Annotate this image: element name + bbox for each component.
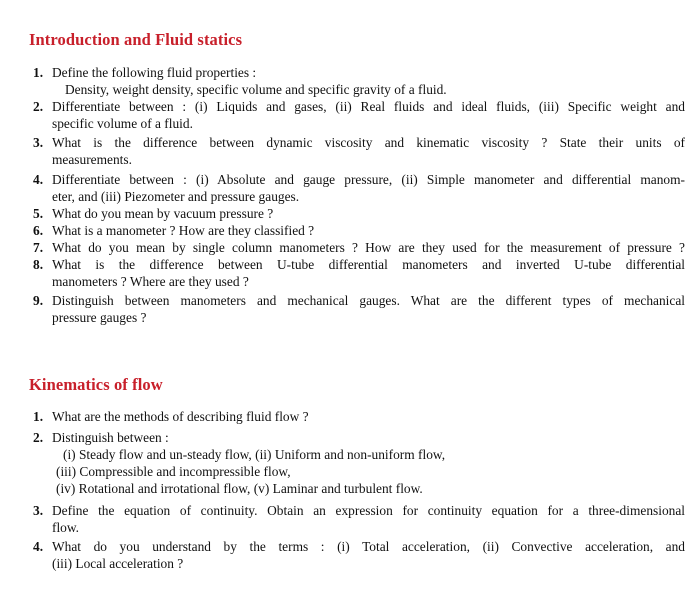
question-line: What do you understand by the terms : (i) Total acceleration, (ii) Convective acceleration, and bbox=[52, 539, 685, 554]
question-line: Define the following fluid properties : bbox=[52, 65, 257, 80]
question-number: 6. bbox=[33, 223, 44, 238]
question-number: 1. bbox=[33, 409, 44, 424]
question-line: What is the difference between U-tube differential manometers and inverted U-tube differential bbox=[52, 257, 685, 272]
question-subline: (iv) Rotational and irrotational flow, (v) Laminar and turbulent flow. bbox=[56, 481, 423, 496]
question-line: What do you mean by single column manometers ? How are they used for the measurement of pressure ? bbox=[52, 240, 685, 255]
section-title-fluid-statics: Introduction and Fluid statics bbox=[29, 30, 243, 49]
question-number: 2. bbox=[33, 99, 44, 114]
question-subline: (iii) Compressible and incompressible flow, bbox=[56, 464, 291, 479]
question-line: Define the equation of continuity. Obtain an expression for continuity equation for a three-dimensional bbox=[52, 503, 685, 518]
question-line: Differentiate between : (i) Absolute and gauge pressure, (ii) Simple manometer and differential manom- bbox=[52, 172, 685, 187]
question-number: 1. bbox=[33, 65, 44, 80]
question-line: measurements. bbox=[52, 152, 132, 167]
question-number: 9. bbox=[33, 293, 44, 308]
question-number: 5. bbox=[33, 206, 44, 221]
question-line: Differentiate between : (i) Liquids and gases, (ii) Real fluids and ideal fluids, (iii) Specific weight and bbox=[52, 99, 685, 114]
question-number: 3. bbox=[33, 503, 44, 518]
question-line: (iii) Local acceleration ? bbox=[52, 556, 184, 571]
question-line: eter, and (iii) Piezometer and pressure gauges. bbox=[52, 189, 300, 204]
question-line: Density, weight density, specific volume and specific gravity of a fluid. bbox=[65, 82, 447, 97]
question-line: specific volume of a fluid. bbox=[52, 116, 193, 131]
question-line: What is a manometer ? How are they classified ? bbox=[52, 223, 315, 238]
question-line: What is the difference between dynamic viscosity and kinematic viscosity ? State their units of bbox=[52, 135, 685, 150]
question-line: What are the methods of describing fluid flow ? bbox=[52, 409, 309, 424]
question-line: Distinguish between : bbox=[52, 430, 169, 445]
question-number: 4. bbox=[33, 539, 44, 554]
question-number: 8. bbox=[33, 257, 44, 272]
question-number: 2. bbox=[33, 430, 44, 445]
question-line: manometers ? Where are they used ? bbox=[52, 274, 249, 289]
question-number: 3. bbox=[33, 135, 44, 150]
question-number: 7. bbox=[33, 240, 44, 255]
question-number: 4. bbox=[33, 172, 44, 187]
question-subline: (i) Steady flow and un-steady flow, (ii) Uniform and non-uniform flow, bbox=[63, 447, 446, 462]
question-line: Distinguish between manometers and mechanical gauges. What are the different types of mechanical bbox=[52, 293, 685, 308]
question-line: What do you mean by vacuum pressure ? bbox=[52, 206, 274, 221]
question-line: flow. bbox=[52, 520, 80, 535]
question-line: pressure gauges ? bbox=[52, 310, 147, 325]
section-title-kinematics: Kinematics of flow bbox=[29, 375, 163, 394]
